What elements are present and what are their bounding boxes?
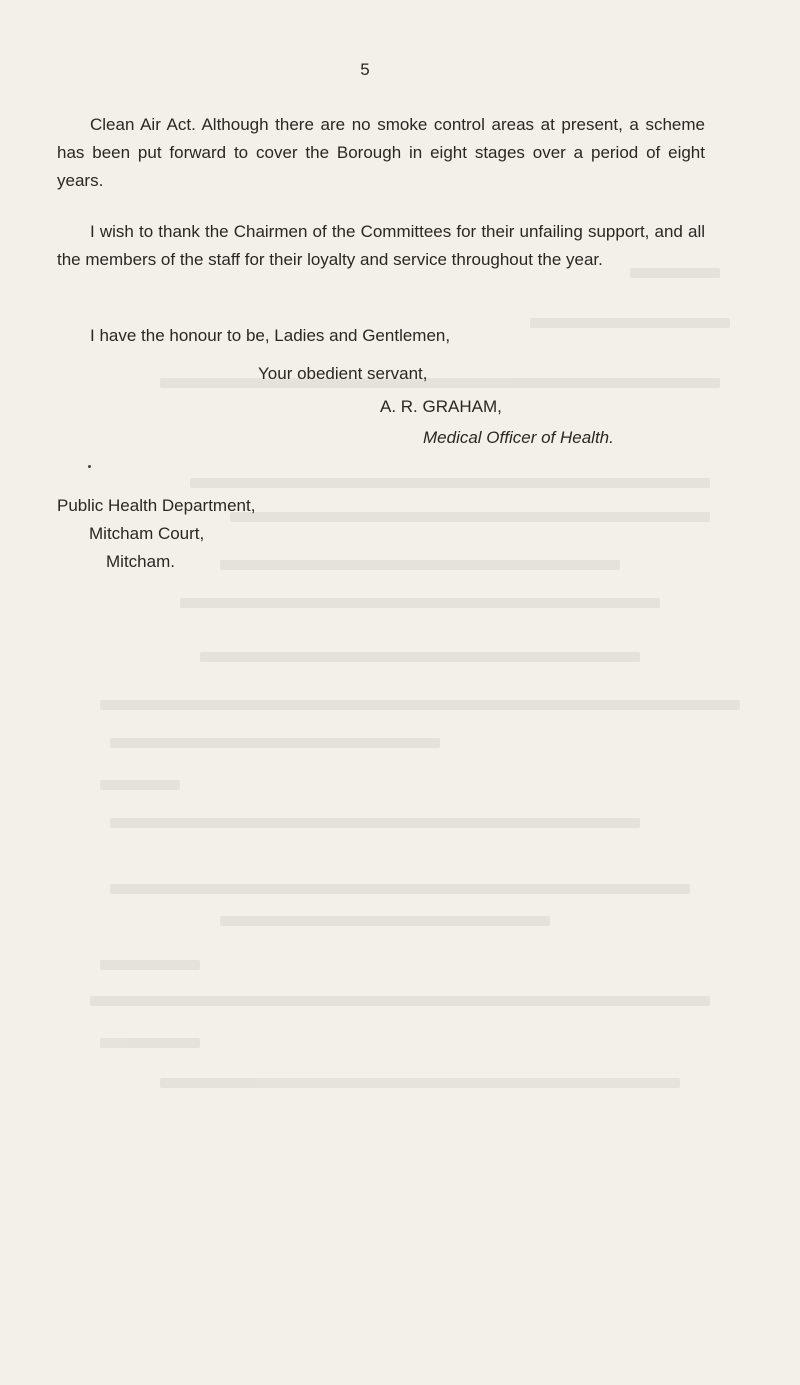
address-line-department: Public Health Department, xyxy=(57,496,256,515)
paragraph-honour: I have the honour to be, Ladies and Gentlemen, xyxy=(90,326,451,345)
ink-speck xyxy=(88,465,91,468)
signatory-title: Medical Officer of Health. xyxy=(423,428,614,447)
page-number: 5 xyxy=(360,60,370,79)
signatory-name: A. R. GRAHAM, xyxy=(380,397,502,416)
address-line-town: Mitcham. xyxy=(106,552,175,571)
closing-salutation: Your obedient servant, xyxy=(258,364,428,383)
address-line-building: Mitcham Court, xyxy=(89,524,205,543)
paragraph-clean-air-act: Clean Air Act. Although there are no smoke control areas at present, a scheme has been put forward to cover the Borough in eight stages over a period of eight years. xyxy=(57,115,705,190)
paragraph-thanks: I wish to thank the Chairmen of the Committees for their unfailing support, and all the members of the staff for their loyalty and service throughout the year. xyxy=(57,222,705,269)
